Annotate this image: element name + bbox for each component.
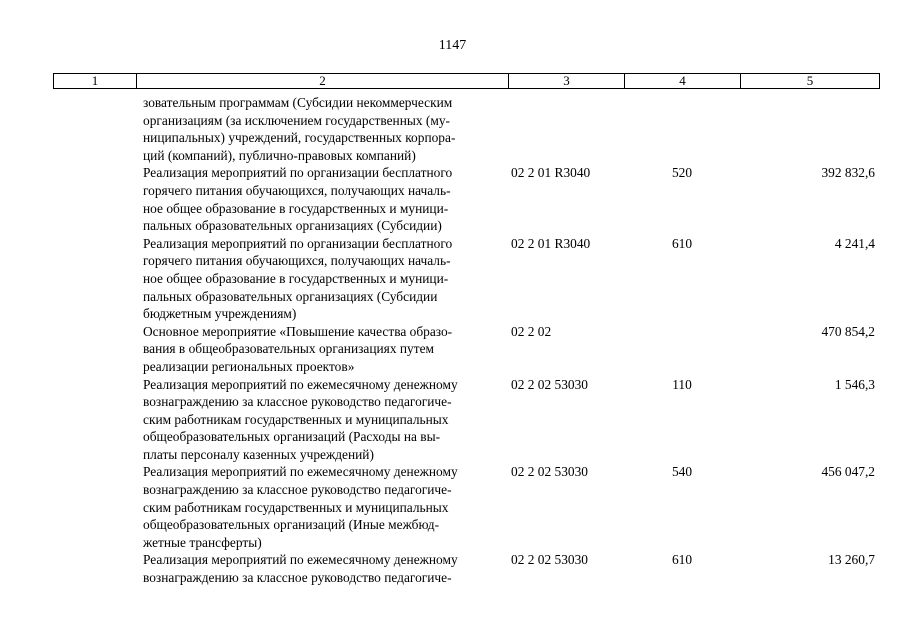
row-amount: 13 260,7 (828, 552, 875, 568)
row-expense-type: 610 (671, 235, 693, 251)
row-description (143, 164, 505, 234)
description-line: вания в общеобразовательных организациях путем (143, 341, 435, 357)
description-line: организациям (за исключением государственных (му- (143, 112, 451, 128)
description-line: Реализация мероприятий по организации бесплатного (143, 235, 453, 251)
row-description (143, 376, 505, 464)
description-line: Реализация мероприятий по ежемесячному денежному (143, 376, 458, 392)
description-line: ским работникам государственных и муниципальных (143, 411, 449, 427)
description-line: Реализация мероприятий по ежемесячному денежному (143, 464, 458, 480)
table-body (53, 94, 880, 587)
row-expense-type: 610 (671, 552, 693, 568)
description-line: общеобразовательных организаций (Иные межбюд- (143, 517, 440, 533)
description-line: ное общее образование в государственных и муници- (143, 270, 449, 286)
description-line: Реализация мероприятий по организации бесплатного (143, 165, 453, 181)
row-code: 02 2 02 (511, 323, 552, 339)
description-line: пальных образовательных организациях (Субсидии (143, 288, 438, 304)
description-line: ное общее образование в государственных и муници- (143, 200, 449, 216)
row-amount: 1 546,3 (834, 376, 875, 392)
description-line: ским работникам государственных и муниципальных (143, 499, 449, 515)
description-line: зовательным программам (Субсидии некоммерческим (143, 95, 453, 110)
description-line: пальных образовательных организациях (Субсидии) (143, 218, 442, 234)
description-line: Реализация мероприятий по ежемесячному денежному (143, 552, 458, 568)
row-code: 02 2 01 R3040 (511, 165, 591, 181)
row-expense-type: 540 (671, 464, 693, 480)
row-code: 02 2 02 53030 (511, 464, 588, 480)
row-expense-type: 110 (672, 376, 692, 392)
row-expense-type: 520 (671, 165, 693, 181)
row-amount: 4 241,4 (834, 235, 875, 251)
row-amount: 470 854,2 (821, 323, 875, 339)
header-col-4: 4 (625, 74, 741, 88)
row-amount: 392 832,6 (821, 165, 875, 181)
description-line: ций (компаний), публично-правовых компаний) (143, 147, 416, 163)
description-line: вознаграждению за классное руководство педагогиче- (143, 482, 452, 498)
table-row (53, 376, 880, 464)
description-line: общеобразовательных организаций (Расходы на вы- (143, 429, 441, 445)
page-number: 1147 (438, 38, 467, 53)
table-row (53, 94, 880, 164)
row-description (143, 463, 505, 551)
header-col-2: 2 (137, 74, 509, 88)
description-line: вознаграждению за классное руководство педагогиче- (143, 570, 452, 586)
description-line: Основное мероприятие «Повышение качества образо- (143, 323, 453, 339)
description-line: горячего питания обучающихся, получающих началь- (143, 253, 451, 269)
table-header-row (53, 73, 880, 89)
description-line: бюджетным учреждениям) (143, 306, 297, 322)
row-description (143, 323, 505, 376)
description-line: платы персоналу казенных учреждений) (143, 446, 374, 462)
description-line: вознаграждению за классное руководство педагогиче- (143, 394, 452, 410)
table-row (53, 463, 880, 551)
row-amount: 456 047,2 (821, 464, 875, 480)
table-row (53, 235, 880, 323)
row-code: 02 2 02 53030 (511, 552, 588, 568)
row-code: 02 2 01 R3040 (511, 235, 591, 251)
description-line: ниципальных) учреждений, государственных корпора- (143, 130, 456, 146)
row-code: 02 2 02 53030 (511, 376, 588, 392)
table-row (53, 323, 880, 376)
row-description (143, 235, 505, 323)
description-line: реализации региональных проектов» (143, 358, 355, 374)
description-line: горячего питания обучающихся, получающих началь- (143, 182, 451, 198)
description-line: жетные трансферты) (143, 534, 262, 550)
row-description (143, 551, 505, 586)
row-description (143, 94, 505, 164)
header-col-5: 5 (806, 73, 814, 88)
header-col-3: 3 (509, 74, 625, 88)
header-col-1: 1 (54, 74, 137, 88)
table-row (53, 551, 880, 586)
table-row (53, 164, 880, 234)
